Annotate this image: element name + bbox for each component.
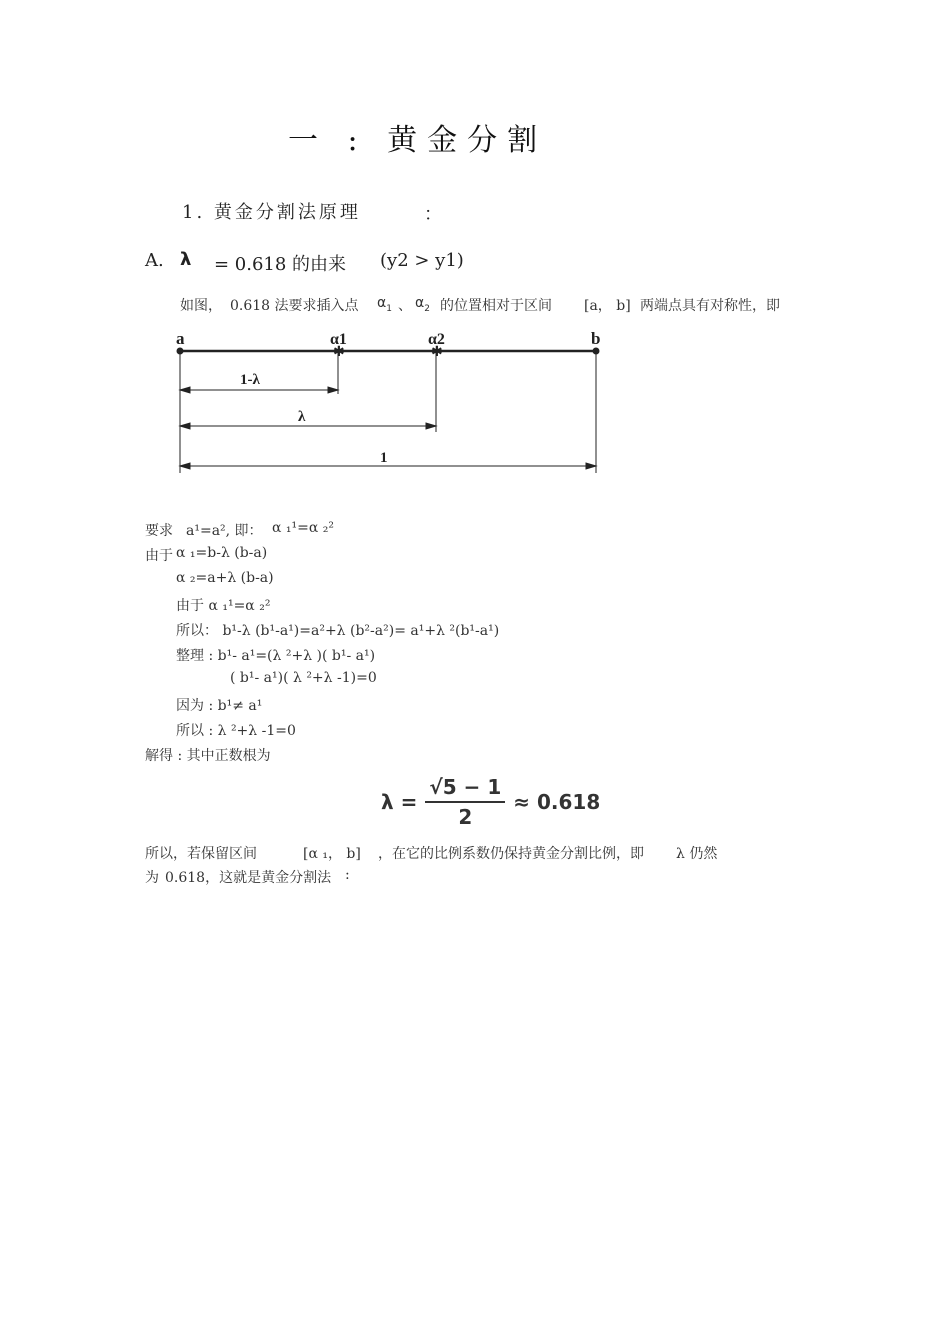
formula-approx: ≈ 0.618: [513, 790, 601, 814]
derivation-line: 解得 : 其中正数根为: [145, 748, 271, 764]
closing-l1a: 所以，若保留区间: [145, 846, 257, 862]
derivation-line: ( b¹- a¹)( λ ²+λ -1)=0: [230, 670, 377, 686]
intro-sep: 、: [398, 298, 412, 314]
dim-one-label: 1: [380, 450, 388, 466]
golden-ratio-formula: [380, 775, 601, 829]
derivation-line: 整理 : b¹- a¹=(λ ²+λ )( b¹- a¹): [176, 648, 376, 664]
closing-l1c: ，在它的比例系数仍保持黄金分割比例，即: [378, 846, 644, 862]
derivation-line: 所以 : λ ²+λ -1=0: [176, 723, 296, 739]
section-a-eq: = 0.618 的由来: [214, 254, 347, 275]
closing-l1b: [α ₁， b]: [303, 846, 361, 862]
formula-denominator: 2: [458, 805, 473, 829]
page-title: 一 : 黄金分割: [288, 123, 548, 158]
closing-l2b: 0.618，这就是黄金分割法: [165, 870, 332, 886]
dim-arrow: [328, 387, 338, 393]
derivation-line: a¹=a², 即：: [186, 523, 263, 539]
intro-interval: [a， b]: [584, 298, 631, 314]
intro-alpha2: $\alpha_2$: [415, 295, 430, 314]
alpha2-mark-icon: ✱: [431, 345, 443, 360]
label-a: a: [176, 329, 185, 348]
formula-fraction: [423, 775, 507, 829]
formula-lhs: λ =: [381, 790, 418, 814]
derivation-expr: α ₁¹=α ₂²: [272, 520, 334, 536]
intro-alpha1: $\alpha_1$: [377, 295, 392, 314]
heading-mark: ：: [424, 204, 442, 225]
closing-l2a: 为: [145, 870, 159, 886]
intro-p2: 0.618 法要求插入点: [230, 298, 359, 314]
dim-arrow: [426, 423, 436, 429]
derivation-line: 所以： b¹-λ (b¹-a¹)=a²+λ (b²-a²)= a¹+λ ²(b¹-a¹): [176, 623, 500, 639]
closing-l1d: λ 仍然: [676, 846, 718, 862]
derivation-line: α ₂=a+λ (b-a): [176, 570, 274, 586]
label-b: b: [591, 329, 601, 348]
formula-numerator: √5 − 1: [425, 775, 505, 803]
dim-arrow: [180, 423, 190, 429]
closing-l2c: :: [345, 867, 350, 883]
derivation-line: 由于 α ₁¹=α ₂²: [176, 598, 271, 614]
derivation-line: α ₁=b-λ (b-a): [176, 545, 268, 561]
derivation-label: 要求: [145, 523, 173, 539]
section-a-prefix: A.: [145, 250, 164, 271]
label-alpha1: α1: [330, 331, 347, 348]
section-heading: 1. 黄金分割法原理: [182, 202, 361, 223]
golden-section-diagram: [170, 328, 610, 478]
intro-p3: 的位置相对于区间: [440, 298, 552, 314]
dim-arrow: [586, 463, 596, 469]
derivation-line: 因为 : b¹≠ a¹: [176, 698, 263, 714]
dim-1-lambda-label: 1-λ: [240, 372, 260, 388]
intro-p4: 两端点具有对称性，即: [640, 298, 780, 314]
section-a-condition: (y2 > y1): [380, 250, 464, 271]
lambda-symbol: λ: [180, 249, 192, 270]
dim-arrow: [180, 387, 190, 393]
alpha1-mark-icon: ✱: [333, 345, 345, 360]
derivation-label: 由于: [145, 548, 173, 564]
intro-p1: 如图，: [180, 298, 222, 314]
dim-lambda-label: λ: [298, 409, 306, 425]
dim-arrow: [180, 463, 190, 469]
label-alpha2: α2: [428, 331, 445, 348]
